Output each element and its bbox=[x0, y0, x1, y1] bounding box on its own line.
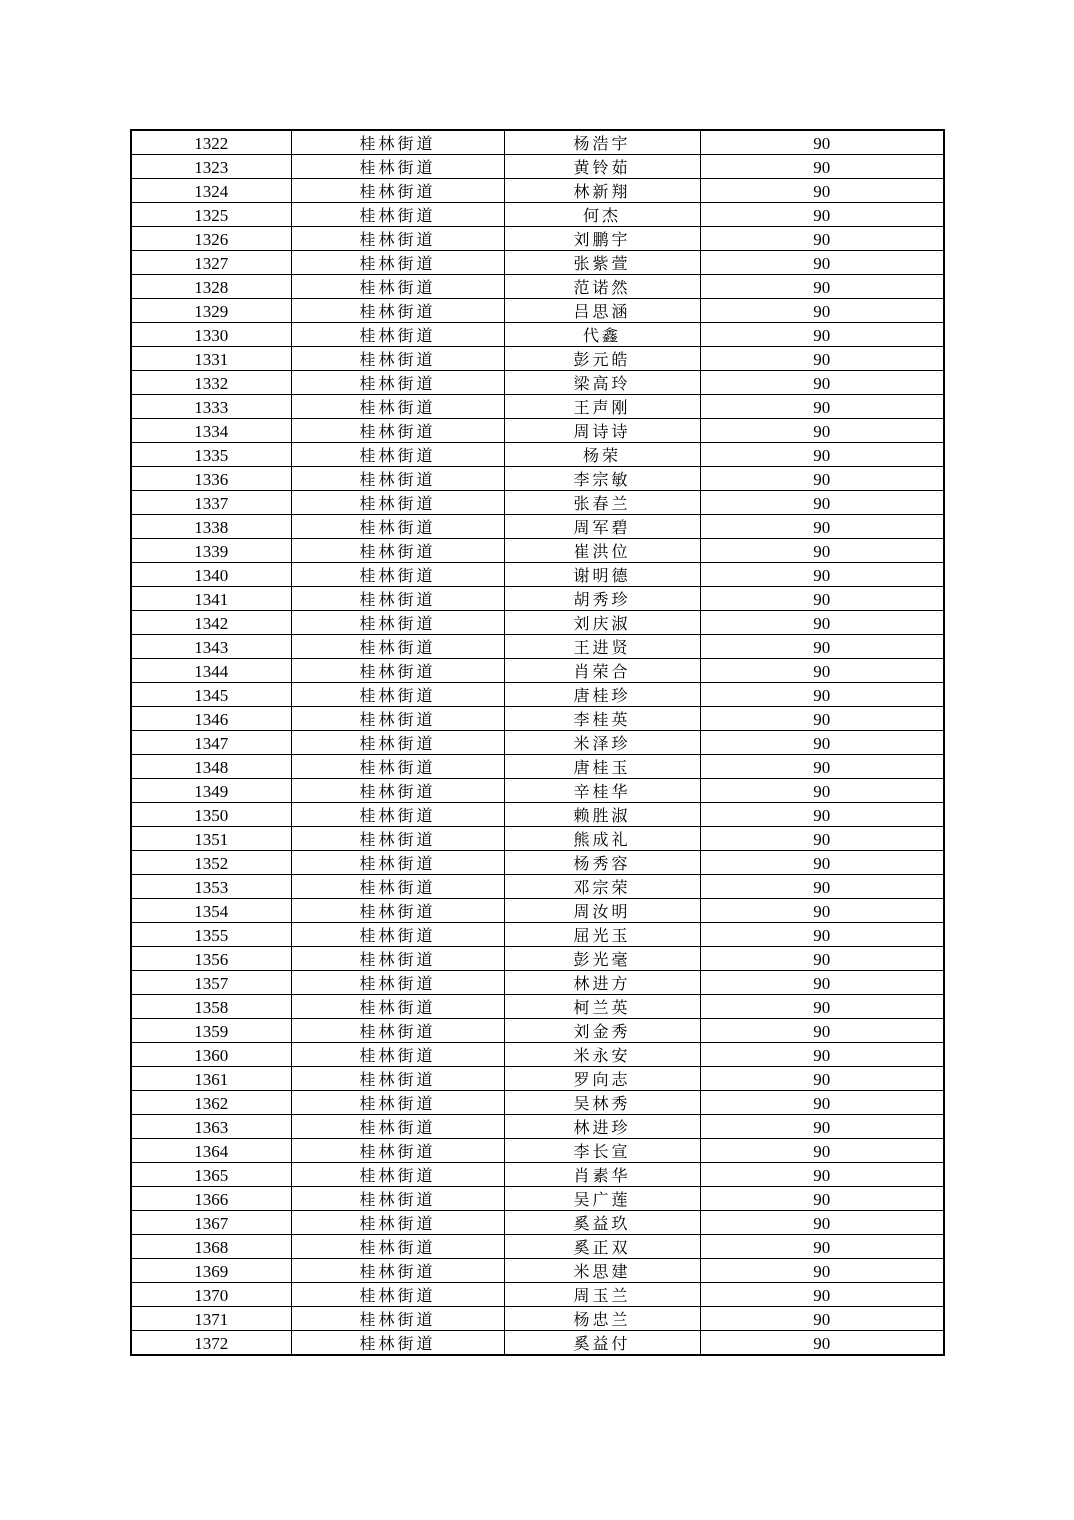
person-name-cell: 刘鹏宇 bbox=[504, 227, 700, 251]
street-cell: 桂林街道 bbox=[291, 203, 504, 227]
score-cell: 90 bbox=[700, 1283, 944, 1307]
person-name-cell: 肖荣合 bbox=[504, 659, 700, 683]
person-name-cell: 代鑫 bbox=[504, 323, 700, 347]
serial-number-cell: 1326 bbox=[131, 227, 291, 251]
person-name-cell: 罗向志 bbox=[504, 1067, 700, 1091]
score-cell: 90 bbox=[700, 803, 944, 827]
serial-number-cell: 1367 bbox=[131, 1211, 291, 1235]
street-cell: 桂林街道 bbox=[291, 491, 504, 515]
street-cell: 桂林街道 bbox=[291, 1283, 504, 1307]
street-cell: 桂林街道 bbox=[291, 1187, 504, 1211]
street-cell: 桂林街道 bbox=[291, 827, 504, 851]
table-row bbox=[131, 923, 944, 947]
street-cell: 桂林街道 bbox=[291, 731, 504, 755]
serial-number-cell: 1355 bbox=[131, 923, 291, 947]
score-cell: 90 bbox=[700, 1043, 944, 1067]
person-name-cell: 米永安 bbox=[504, 1043, 700, 1067]
serial-number-cell: 1332 bbox=[131, 371, 291, 395]
score-cell: 90 bbox=[700, 1019, 944, 1043]
street-cell: 桂林街道 bbox=[291, 395, 504, 419]
serial-number-cell: 1368 bbox=[131, 1235, 291, 1259]
street-cell: 桂林街道 bbox=[291, 419, 504, 443]
score-cell: 90 bbox=[700, 611, 944, 635]
score-cell: 90 bbox=[700, 755, 944, 779]
score-cell: 90 bbox=[700, 1163, 944, 1187]
person-name-cell: 胡秀珍 bbox=[504, 587, 700, 611]
table-row bbox=[131, 947, 944, 971]
serial-number-cell: 1347 bbox=[131, 731, 291, 755]
person-name-cell: 米泽珍 bbox=[504, 731, 700, 755]
serial-number-cell: 1346 bbox=[131, 707, 291, 731]
score-cell: 90 bbox=[700, 443, 944, 467]
table-row bbox=[131, 1019, 944, 1043]
table-row bbox=[131, 1283, 944, 1307]
person-name-cell: 周汝明 bbox=[504, 899, 700, 923]
serial-number-cell: 1348 bbox=[131, 755, 291, 779]
table-row bbox=[131, 347, 944, 371]
person-name-cell: 奚正双 bbox=[504, 1235, 700, 1259]
table-row bbox=[131, 1043, 944, 1067]
person-name-cell: 林新翔 bbox=[504, 179, 700, 203]
table-row bbox=[131, 707, 944, 731]
table-row bbox=[131, 1259, 944, 1283]
street-cell: 桂林街道 bbox=[291, 875, 504, 899]
table-row bbox=[131, 419, 944, 443]
street-cell: 桂林街道 bbox=[291, 1235, 504, 1259]
street-cell: 桂林街道 bbox=[291, 587, 504, 611]
table-row bbox=[131, 1139, 944, 1163]
score-cell: 90 bbox=[700, 563, 944, 587]
serial-number-cell: 1352 bbox=[131, 851, 291, 875]
serial-number-cell: 1372 bbox=[131, 1331, 291, 1356]
street-cell: 桂林街道 bbox=[291, 1211, 504, 1235]
street-cell: 桂林街道 bbox=[291, 1019, 504, 1043]
person-name-cell: 梁高玲 bbox=[504, 371, 700, 395]
score-cell: 90 bbox=[700, 275, 944, 299]
person-name-cell: 崔洪位 bbox=[504, 539, 700, 563]
table-row bbox=[131, 395, 944, 419]
street-cell: 桂林街道 bbox=[291, 1067, 504, 1091]
person-name-cell: 范诺然 bbox=[504, 275, 700, 299]
person-name-cell: 杨秀容 bbox=[504, 851, 700, 875]
score-cell: 90 bbox=[700, 395, 944, 419]
serial-number-cell: 1350 bbox=[131, 803, 291, 827]
table-row bbox=[131, 371, 944, 395]
table-row bbox=[131, 899, 944, 923]
table-row bbox=[131, 755, 944, 779]
person-name-cell: 屈光玉 bbox=[504, 923, 700, 947]
table-row bbox=[131, 227, 944, 251]
person-name-cell: 李宗敏 bbox=[504, 467, 700, 491]
person-name-cell: 唐桂珍 bbox=[504, 683, 700, 707]
score-cell: 90 bbox=[700, 779, 944, 803]
score-cell: 90 bbox=[700, 515, 944, 539]
table-row bbox=[131, 611, 944, 635]
serial-number-cell: 1349 bbox=[131, 779, 291, 803]
street-cell: 桂林街道 bbox=[291, 1259, 504, 1283]
table-row bbox=[131, 539, 944, 563]
person-name-cell: 林进方 bbox=[504, 971, 700, 995]
serial-number-cell: 1324 bbox=[131, 179, 291, 203]
person-name-cell: 米思建 bbox=[504, 1259, 700, 1283]
person-name-cell: 李长宣 bbox=[504, 1139, 700, 1163]
street-cell: 桂林街道 bbox=[291, 1163, 504, 1187]
serial-number-cell: 1336 bbox=[131, 467, 291, 491]
person-name-cell: 肖素华 bbox=[504, 1163, 700, 1187]
street-cell: 桂林街道 bbox=[291, 899, 504, 923]
table-row bbox=[131, 155, 944, 179]
person-name-cell: 奚益玖 bbox=[504, 1211, 700, 1235]
table-row bbox=[131, 731, 944, 755]
person-name-cell: 李桂英 bbox=[504, 707, 700, 731]
score-cell: 90 bbox=[700, 1115, 944, 1139]
serial-number-cell: 1354 bbox=[131, 899, 291, 923]
table-row bbox=[131, 203, 944, 227]
table-row bbox=[131, 635, 944, 659]
score-cell: 90 bbox=[700, 323, 944, 347]
street-cell: 桂林街道 bbox=[291, 923, 504, 947]
street-cell: 桂林街道 bbox=[291, 1091, 504, 1115]
table-row bbox=[131, 1115, 944, 1139]
serial-number-cell: 1344 bbox=[131, 659, 291, 683]
serial-number-cell: 1329 bbox=[131, 299, 291, 323]
score-cell: 90 bbox=[700, 683, 944, 707]
serial-number-cell: 1359 bbox=[131, 1019, 291, 1043]
person-name-cell: 周军碧 bbox=[504, 515, 700, 539]
table-row bbox=[131, 1091, 944, 1115]
street-cell: 桂林街道 bbox=[291, 683, 504, 707]
person-name-cell: 唐桂玉 bbox=[504, 755, 700, 779]
person-name-cell: 辛桂华 bbox=[504, 779, 700, 803]
table-row bbox=[131, 1067, 944, 1091]
person-name-cell: 周玉兰 bbox=[504, 1283, 700, 1307]
table-row bbox=[131, 251, 944, 275]
table-row bbox=[131, 995, 944, 1019]
street-cell: 桂林街道 bbox=[291, 851, 504, 875]
score-cell: 90 bbox=[700, 1211, 944, 1235]
serial-number-cell: 1334 bbox=[131, 419, 291, 443]
score-cell: 90 bbox=[700, 227, 944, 251]
serial-number-cell: 1327 bbox=[131, 251, 291, 275]
person-name-cell: 刘庆淑 bbox=[504, 611, 700, 635]
serial-number-cell: 1343 bbox=[131, 635, 291, 659]
score-cell: 90 bbox=[700, 155, 944, 179]
street-cell: 桂林街道 bbox=[291, 971, 504, 995]
table-row bbox=[131, 515, 944, 539]
serial-number-cell: 1353 bbox=[131, 875, 291, 899]
serial-number-cell: 1323 bbox=[131, 155, 291, 179]
table-row bbox=[131, 443, 944, 467]
serial-number-cell: 1340 bbox=[131, 563, 291, 587]
score-cell: 90 bbox=[700, 1187, 944, 1211]
street-cell: 桂林街道 bbox=[291, 611, 504, 635]
score-cell: 90 bbox=[700, 203, 944, 227]
table-row bbox=[131, 875, 944, 899]
serial-number-cell: 1362 bbox=[131, 1091, 291, 1115]
table-row bbox=[131, 299, 944, 323]
serial-number-cell: 1364 bbox=[131, 1139, 291, 1163]
street-cell: 桂林街道 bbox=[291, 371, 504, 395]
serial-number-cell: 1322 bbox=[131, 130, 291, 155]
person-name-cell: 王声刚 bbox=[504, 395, 700, 419]
table-row bbox=[131, 851, 944, 875]
score-cell: 90 bbox=[700, 947, 944, 971]
serial-number-cell: 1335 bbox=[131, 443, 291, 467]
serial-number-cell: 1333 bbox=[131, 395, 291, 419]
score-cell: 90 bbox=[700, 1259, 944, 1283]
table-row bbox=[131, 1163, 944, 1187]
table-row bbox=[131, 1211, 944, 1235]
serial-number-cell: 1356 bbox=[131, 947, 291, 971]
serial-number-cell: 1342 bbox=[131, 611, 291, 635]
serial-number-cell: 1363 bbox=[131, 1115, 291, 1139]
score-cell: 90 bbox=[700, 1307, 944, 1331]
score-cell: 90 bbox=[700, 707, 944, 731]
score-cell: 90 bbox=[700, 923, 944, 947]
person-name-cell: 彭光毫 bbox=[504, 947, 700, 971]
table-row bbox=[131, 275, 944, 299]
table-row bbox=[131, 779, 944, 803]
table-row bbox=[131, 659, 944, 683]
score-cell: 90 bbox=[700, 467, 944, 491]
person-name-cell: 何杰 bbox=[504, 203, 700, 227]
table-row bbox=[131, 971, 944, 995]
street-cell: 桂林街道 bbox=[291, 635, 504, 659]
score-cell: 90 bbox=[700, 875, 944, 899]
street-cell: 桂林街道 bbox=[291, 347, 504, 371]
serial-number-cell: 1351 bbox=[131, 827, 291, 851]
serial-number-cell: 1369 bbox=[131, 1259, 291, 1283]
score-cell: 90 bbox=[700, 1091, 944, 1115]
person-name-cell: 谢明德 bbox=[504, 563, 700, 587]
score-cell: 90 bbox=[700, 995, 944, 1019]
person-name-cell: 张春兰 bbox=[504, 491, 700, 515]
street-cell: 桂林街道 bbox=[291, 947, 504, 971]
serial-number-cell: 1341 bbox=[131, 587, 291, 611]
person-name-cell: 奚益付 bbox=[504, 1331, 700, 1356]
serial-number-cell: 1370 bbox=[131, 1283, 291, 1307]
score-cell: 90 bbox=[700, 347, 944, 371]
roster-table bbox=[130, 129, 945, 1356]
person-name-cell: 彭元皓 bbox=[504, 347, 700, 371]
street-cell: 桂林街道 bbox=[291, 563, 504, 587]
street-cell: 桂林街道 bbox=[291, 323, 504, 347]
serial-number-cell: 1357 bbox=[131, 971, 291, 995]
score-cell: 90 bbox=[700, 971, 944, 995]
score-cell: 90 bbox=[700, 659, 944, 683]
table-row bbox=[131, 803, 944, 827]
serial-number-cell: 1365 bbox=[131, 1163, 291, 1187]
person-name-cell: 黄铃茹 bbox=[504, 155, 700, 179]
street-cell: 桂林街道 bbox=[291, 515, 504, 539]
table-row bbox=[131, 1187, 944, 1211]
score-cell: 90 bbox=[700, 1139, 944, 1163]
serial-number-cell: 1361 bbox=[131, 1067, 291, 1091]
street-cell: 桂林街道 bbox=[291, 803, 504, 827]
person-name-cell: 柯兰英 bbox=[504, 995, 700, 1019]
score-cell: 90 bbox=[700, 251, 944, 275]
person-name-cell: 赖胜淑 bbox=[504, 803, 700, 827]
street-cell: 桂林街道 bbox=[291, 707, 504, 731]
person-name-cell: 刘金秀 bbox=[504, 1019, 700, 1043]
street-cell: 桂林街道 bbox=[291, 275, 504, 299]
score-cell: 90 bbox=[700, 371, 944, 395]
serial-number-cell: 1330 bbox=[131, 323, 291, 347]
table-row bbox=[131, 323, 944, 347]
person-name-cell: 杨荣 bbox=[504, 443, 700, 467]
person-name-cell: 张紫萱 bbox=[504, 251, 700, 275]
street-cell: 桂林街道 bbox=[291, 251, 504, 275]
street-cell: 桂林街道 bbox=[291, 155, 504, 179]
score-cell: 90 bbox=[700, 851, 944, 875]
person-name-cell: 邓宗荣 bbox=[504, 875, 700, 899]
score-cell: 90 bbox=[700, 299, 944, 323]
street-cell: 桂林街道 bbox=[291, 779, 504, 803]
street-cell: 桂林街道 bbox=[291, 755, 504, 779]
serial-number-cell: 1339 bbox=[131, 539, 291, 563]
person-name-cell: 王进贤 bbox=[504, 635, 700, 659]
score-cell: 90 bbox=[700, 731, 944, 755]
street-cell: 桂林街道 bbox=[291, 443, 504, 467]
table-row bbox=[131, 491, 944, 515]
table-row bbox=[131, 1331, 944, 1356]
score-cell: 90 bbox=[700, 635, 944, 659]
person-name-cell: 吕思涵 bbox=[504, 299, 700, 323]
street-cell: 桂林街道 bbox=[291, 299, 504, 323]
serial-number-cell: 1360 bbox=[131, 1043, 291, 1067]
score-cell: 90 bbox=[700, 587, 944, 611]
person-name-cell: 吴林秀 bbox=[504, 1091, 700, 1115]
person-name-cell: 吴广莲 bbox=[504, 1187, 700, 1211]
serial-number-cell: 1338 bbox=[131, 515, 291, 539]
street-cell: 桂林街道 bbox=[291, 995, 504, 1019]
table-row bbox=[131, 179, 944, 203]
person-name-cell: 周诗诗 bbox=[504, 419, 700, 443]
person-name-cell: 杨浩宇 bbox=[504, 130, 700, 155]
street-cell: 桂林街道 bbox=[291, 539, 504, 563]
score-cell: 90 bbox=[700, 1331, 944, 1356]
score-cell: 90 bbox=[700, 539, 944, 563]
street-cell: 桂林街道 bbox=[291, 1115, 504, 1139]
serial-number-cell: 1325 bbox=[131, 203, 291, 227]
serial-number-cell: 1328 bbox=[131, 275, 291, 299]
score-cell: 90 bbox=[700, 130, 944, 155]
score-cell: 90 bbox=[700, 419, 944, 443]
serial-number-cell: 1331 bbox=[131, 347, 291, 371]
street-cell: 桂林街道 bbox=[291, 227, 504, 251]
person-name-cell: 杨忠兰 bbox=[504, 1307, 700, 1331]
serial-number-cell: 1345 bbox=[131, 683, 291, 707]
serial-number-cell: 1337 bbox=[131, 491, 291, 515]
score-cell: 90 bbox=[700, 1067, 944, 1091]
street-cell: 桂林街道 bbox=[291, 1043, 504, 1067]
table-row bbox=[131, 1307, 944, 1331]
person-name-cell: 熊成礼 bbox=[504, 827, 700, 851]
score-cell: 90 bbox=[700, 491, 944, 515]
score-cell: 90 bbox=[700, 1235, 944, 1259]
street-cell: 桂林街道 bbox=[291, 659, 504, 683]
roster-table-body bbox=[131, 130, 944, 1355]
table-row bbox=[131, 827, 944, 851]
serial-number-cell: 1371 bbox=[131, 1307, 291, 1331]
street-cell: 桂林街道 bbox=[291, 1331, 504, 1356]
score-cell: 90 bbox=[700, 179, 944, 203]
street-cell: 桂林街道 bbox=[291, 1139, 504, 1163]
person-name-cell: 林进珍 bbox=[504, 1115, 700, 1139]
serial-number-cell: 1366 bbox=[131, 1187, 291, 1211]
serial-number-cell: 1358 bbox=[131, 995, 291, 1019]
table-row bbox=[131, 683, 944, 707]
street-cell: 桂林街道 bbox=[291, 179, 504, 203]
score-cell: 90 bbox=[700, 899, 944, 923]
table-row bbox=[131, 587, 944, 611]
table-row bbox=[131, 467, 944, 491]
table-row bbox=[131, 1235, 944, 1259]
table-row bbox=[131, 563, 944, 587]
street-cell: 桂林街道 bbox=[291, 1307, 504, 1331]
street-cell: 桂林街道 bbox=[291, 467, 504, 491]
street-cell: 桂林街道 bbox=[291, 130, 504, 155]
table-row bbox=[131, 130, 944, 155]
score-cell: 90 bbox=[700, 827, 944, 851]
